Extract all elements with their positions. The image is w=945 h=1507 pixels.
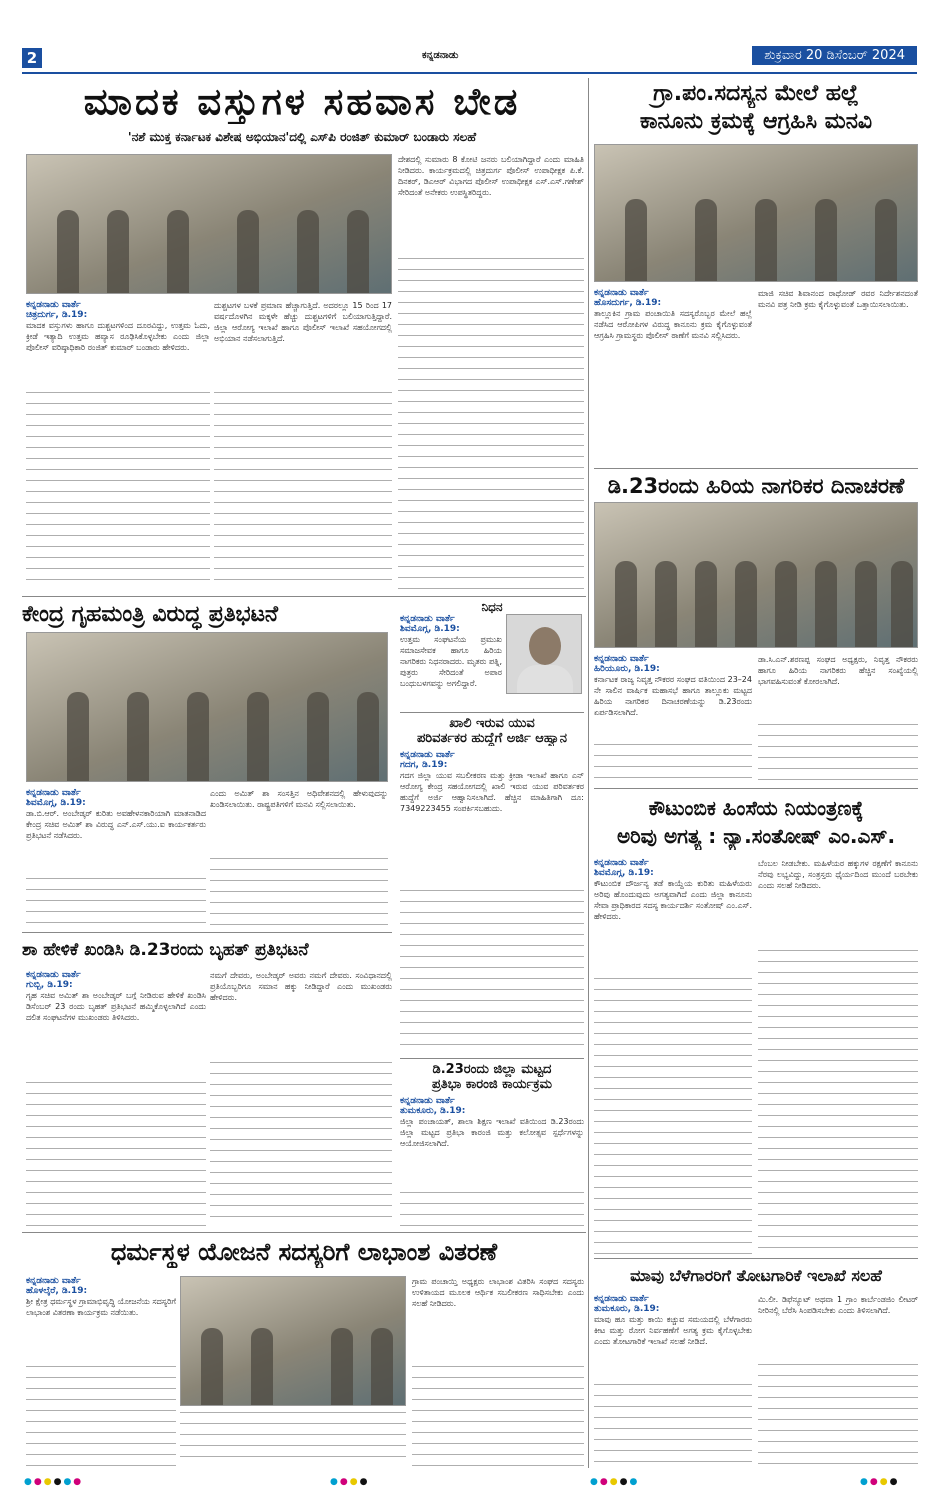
registration-marks-left: ●●●●●● <box>24 1477 84 1487</box>
lead-text-col-3 <box>398 258 584 590</box>
amitshah-col-1 <box>26 970 206 1078</box>
dharmasthala-body: ಶ್ರೀ ಕ್ಷೇತ್ರ ಧರ್ಮಸ್ಥಳ ಗ್ರಾಮಾಭಿವೃದ್ಧಿ ಯೋಜನೆಯ ಸದಸ್ಯರಿಗೆ ಲಾಭಾಂಶ ವಿತರಣಾ ಕಾರ್ಯಕ್ರಮ ನಡೆಯಿತು. <box>26 1297 176 1317</box>
domestic-headline-2: ಅರಿವು ಅಗತ್ಯ : ನ್ಯಾ.ಸಂತೋಷ್ ಎಂ.ಎಸ್. <box>616 824 896 848</box>
protest-headline: ಕೇಂದ್ರ ಗೃಹಮಂತ್ರಿ ವಿರುದ್ಧ ಪ್ರತಿಭಟನೆ <box>22 602 279 627</box>
mango-body: ಮಾವು ಹೂ ಮತ್ತು ಕಾಯಿ ಕಚ್ಚುವ ಸಮಯದಲ್ಲಿ ಬೆಳೆಗಾರರು ಕೀಟ ಮತ್ತು ರೋಗ ನಿರ್ವಹಣೆಗೆ ಅಗತ್ಯ ಕ್ರಮ ಕೈಗೊಳ್ಳಬೇಕು ಎಂದು ತೋಟಗಾರಿಕೆ ಇಲಾಖೆ ಸಲಹೆ ನೀಡಿದೆ. <box>594 1315 752 1346</box>
masthead-rule <box>22 72 917 74</box>
domestic-text-col-1 <box>594 978 752 1254</box>
domestic-body: ಕೌಟುಂಬಿಕ ದೌರ್ಜನ್ಯ ತಡೆ ಕಾಯ್ದೆಯ ಕುರಿತು ಮಹಿಳೆಯರು ಅರಿವು ಹೊಂದುವುದು ಅಗತ್ಯವಾಗಿದೆ ಎಂದು ಜಿಲ್ಲಾ ಕಾನೂನು ಸೇವಾ ಪ್ರಾಧಿಕಾರದ ಸದಸ್ಯ ಕಾರ್ಯದರ್ಶಿ ಸಂತೋಷ್ ಎಂ.ಎಸ್. ಹೇಳಿದರು. <box>594 879 752 921</box>
protest-col-2 <box>210 788 388 854</box>
senior-photo <box>594 502 918 648</box>
obituary-body: ಉತ್ತಮ ಸಂಘಟನೆಯ ಪ್ರಮುಖ ಸಮಾಜಸೇವಕ ಹಾಗೂ ಹಿರಿಯ ನಾಗರಿಕರು ನಿಧನರಾದರು. ಮೃತರು ಪತ್ನಿ, ಪುತ್ರರು ಸೇರಿದಂತೆ ಅಪಾರ ಬಂಧುಬಳಗವನ್ನು ಅಗಲಿದ್ದಾರೆ. <box>400 635 502 688</box>
obituary-text <box>400 614 502 710</box>
panchayat-photo <box>594 144 918 282</box>
senior-col-1 <box>594 654 752 740</box>
lead-text-col-1 <box>26 392 210 590</box>
domestic-text-col-2 <box>758 950 918 1254</box>
divider <box>594 468 918 469</box>
pratibha-dateline: ತುಮಕೂರು, ಡಿ.19: <box>400 1106 466 1116</box>
senior-body: ಕರ್ನಾಟಕ ರಾಜ್ಯ ನಿವೃತ್ತ ನೌಕರರ ಸಂಘದ ವತಿಯಿಂದ 23–24 ನೇ ಸಾಲಿನ ವಾರ್ಷಿಕ ಮಹಾಸಭೆ ಹಾಗೂ ತಾಲ್ಲೂಕು ಮಟ್ಟದ ಹಿರಿಯ ನಾಗರಿಕರ ದಿನಾಚರಣೆಯನ್ನು ಡಿ.23ರಂದು ಏರ್ಪಡಿಸಲಾಗಿದೆ. <box>594 675 752 717</box>
senior-byline: ಕನ್ನಡನಾಡು ವಾರ್ತೆ <box>594 654 649 664</box>
senior-headline: ಡಿ.23ರಂದು ಹಿರಿಯ ನಾಗರಿಕರ ದಿನಾಚರಣೆ <box>607 474 905 498</box>
protest-col-1 <box>26 788 206 874</box>
dharmasthala-col-1 <box>26 1276 176 1362</box>
vacancy-dateline: ಗದಗ, ಡಿ.19: <box>400 760 448 770</box>
mango-col-2 <box>758 1294 918 1360</box>
amitshah-dateline: ಗುಬ್ಬಿ, ಡಿ.19: <box>26 980 73 990</box>
panchayat-dateline: ಹೊಸದುರ್ಗ, ಡಿ.19: <box>594 298 662 308</box>
protest-body-2: ಎಂದು ಅಮಿತ್ ಶಾ ಸಂಸತ್ತಿನ ಅಧಿವೇಶನದಲ್ಲಿ ಹೇಳುವುದನ್ನು ಖಂಡಿಸಲಾಯಿತು. ರಾಷ್ಟ್ರಪತಿಗಳಿಗೆ ಮನವಿ ಸಲ್ಲಿಸಲಾಯಿತು. <box>210 789 388 809</box>
obituary-portrait <box>506 614 582 694</box>
domestic-col-2 <box>758 858 918 946</box>
mango-text-col-1 <box>594 1384 752 1466</box>
mango-byline: ಕನ್ನಡನಾಡು ವಾರ್ತೆ <box>594 1294 649 1304</box>
senior-story <box>594 472 918 500</box>
dharmasthala-headline: ಧರ್ಮಸ್ಥಳ ಯೋಜನೆ ಸದಸ್ಯರಿಗೆ ಲಾಭಾಂಶ ವಿತರಣೆ <box>110 1238 498 1266</box>
dharmasthala-story <box>22 1236 586 1268</box>
mango-story <box>594 1262 918 1290</box>
amitshah-text-col-1 <box>26 1082 206 1226</box>
registration-marks-center: ●●●● <box>330 1477 370 1487</box>
lead-byline: ಕನ್ನಡನಾಡು ವಾರ್ತೆ <box>26 300 81 310</box>
divider <box>22 596 586 597</box>
divider <box>594 788 918 789</box>
lead-col2-text: ದುಶ್ಚಟಗಳ ಬಳಕೆ ಪ್ರಮಾಣ ಹೆಚ್ಚಾಗುತ್ತಿದೆ. ಅದರಲ್ಲೂ 15 ರಿಂದ 17 ವರ್ಷದೊಳಗಿನ ಮಕ್ಕಳೇ ಹೆಚ್ಚು ದುಶ್ಚಟಗಳಿಗೆ ಬಲಿಯಾಗುತ್ತಿದ್ದಾರೆ. ಜಿಲ್ಲಾ ಆರೋಗ್ಯ ಇಲಾಖೆ ಹಾಗೂ ಪೊಲೀಸ್ ಇಲಾಖೆ ಸಹಯೋಗದಲ್ಲಿ ಅಭಿಯಾನ ನಡೆಸಲಾಗುತ್ತಿದೆ. <box>214 301 392 343</box>
page-number: 2 <box>22 48 42 68</box>
dharmasthala-photo <box>180 1276 406 1406</box>
protest-dateline: ಶಿವಮೊಗ್ಗ, ಡಿ.19: <box>26 798 86 808</box>
obituary-byline: ಕನ್ನಡನಾಡು ವಾರ್ತೆ <box>400 614 455 624</box>
senior-dateline: ಹಿರಿಯೂರು, ಡಿ.19: <box>594 664 660 674</box>
registration-marks-right: ●●●● <box>860 1477 900 1487</box>
senior-body-2: ಡಾ.ಸಿ.ಎನ್.ಶರಣಪ್ಪ ಸಂಘದ ಅಧ್ಯಕ್ಷರು, ನಿವೃತ್ತ ನೌಕರರು ಹಾಗೂ ಹಿರಿಯ ನಾಗರಿಕರು ಹೆಚ್ಚಿನ ಸಂಖ್ಯೆಯಲ್ಲಿ ಭಾಗವಹಿಸುವಂತೆ ಕೋರಲಾಗಿದೆ. <box>758 655 918 686</box>
senior-text-col-2 <box>758 724 918 784</box>
lead-photo <box>26 154 392 294</box>
mango-body-2: ಮಿ.ಲೀ. ಡಿಫೆನ್ಯೂಟ್ ಅಥವಾ 1 ಗ್ರಾಂ ಕಾರ್ಬೆಂಡಜಿಂ ಲೀಟರ್ ನೀರಿನಲ್ಲಿ ಬೆರೆಸಿ ಸಿಂಪಡಿಸಬೇಕು ಎಂದು ತಿಳಿಸಲಾಗಿದೆ. <box>758 1295 918 1315</box>
lead-col3-text: ದೇಶದಲ್ಲಿ ಸುಮಾರು 8 ಕೋಟಿ ಜನರು ಬಲಿಯಾಗಿದ್ದಾರೆ ಎಂದು ಮಾಹಿತಿ ನೀಡಿದರು. ಕಾರ್ಯಕ್ರಮದಲ್ಲಿ ಚಿತ್ರದುರ್ಗ ಪೊಲೀಸ್ ಉಪಾಧೀಕ್ಷಕ ಪಿ.ಕೆ. ದಿನಕರ್, ಡಿಎಆರ್ ವಿಭಾಗದ ಪೊಲೀಸ್ ಉಪಾಧೀಕ್ಷಕ ಎಸ್.ಎಸ್.ಗಣೇಶ್ ಸೇರಿದಂತೆ ಅನೇಕರು ಉಪಸ್ಥಿತರಿದ್ದರು. <box>398 155 584 197</box>
divider <box>22 932 392 933</box>
mango-text-col-2 <box>758 1364 918 1466</box>
lead-col-2 <box>214 300 392 388</box>
lead-subhead: 'ನಶೆ ಮುಕ್ತ ಕರ್ನಾಟಕ ವಿಶೇಷ ಅಭಿಯಾನ'ದಲ್ಲಿ ಎಸ್‌ಪಿ ರಂಜಿತ್ ಕುಮಾರ್ ಬಂಡಾರು ಸಲಹೆ <box>127 130 477 144</box>
domestic-story <box>594 794 918 850</box>
vacancy-body: ಗದಗ ಜಿಲ್ಲಾ ಯುವ ಸಬಲೀಕರಣ ಮತ್ತು ಕ್ರೀಡಾ ಇಲಾಖೆ ಹಾಗೂ ಎನ್ ಆರೋಗ್ಯ ಕೇಂದ್ರ ಸಹಯೋಗದಲ್ಲಿ ಖಾಲಿ ಇರುವ ಯುವ ಪರಿವರ್ತಕರ ಹುದ್ದೆಗೆ ಅರ್ಜಿ ಆಹ್ವಾನಿಸಲಾಗಿದೆ. ಹೆಚ್ಚಿನ ಮಾಹಿತಿಗಾಗಿ ದೂ: 7349223455 ಸಂಪರ್ಕಿಸಬಹುದು. <box>400 771 584 813</box>
amitshah-body-2: ನಮಗೆ ದೇವರು, ಅಂಬೇಡ್ಕರ್ ಅವರು ನಮಗೆ ದೇವರು. ಸಂವಿಧಾನದಲ್ಲಿ ಪ್ರತಿಯೊಬ್ಬರಿಗೂ ಸಮಾನ ಹಕ್ಕು ನೀಡಿದ್ದಾರೆ ಎಂದು ಮುಖಂಡರು ಹೇಳಿದರು. <box>210 971 392 1002</box>
issue-date: ಶುಕ್ರವಾರ 20 ಡಿಸೆಂಬರ್ 2024 <box>752 46 917 65</box>
lead-headline: ಮಾದಕ ವಸ್ತುಗಳ ಸಹವಾಸ ಬೇಡ <box>83 80 521 123</box>
protest-body: ಡಾ.ಬಿ.ಆರ್. ಅಂಬೇಡ್ಕರ್ ಕುರಿತು ಅವಹೇಳನಕಾರಿಯಾಗಿ ಮಾತನಾಡಿದ ಕೇಂದ್ರ ಸಚಿವ ಅಮಿತ್ ಶಾ ವಿರುದ್ಧ ಎನ್.ಎಸ್.ಯು.ಐ ಕಾರ್ಯಕರ್ತರು ಪ್ರತಿಭಟನೆ ನಡೆಸಿದರು. <box>26 809 206 840</box>
registration-marks-mid: ●●●●● <box>590 1477 640 1487</box>
vacancy-headline-2: ಪರಿವರ್ತಕರ ಹುದ್ದೆಗೆ ಅರ್ಜಿ ಆಹ್ವಾನ <box>416 731 568 746</box>
publication-name: ಕನ್ನಡನಾಡು <box>422 50 459 61</box>
panchayat-col-2 <box>758 288 918 464</box>
lead-text-col-2 <box>214 392 392 590</box>
protest-text-col-1 <box>26 878 206 928</box>
obituary-heading: ನಿಧನ <box>481 600 503 614</box>
divider <box>22 1232 586 1233</box>
senior-col-2 <box>758 654 918 720</box>
vacancy-story <box>400 716 584 880</box>
dharmasthala-dateline: ಹೊಳಲ್ಕೆರೆ, ಡಿ.19: <box>26 1286 88 1296</box>
masthead <box>22 46 917 70</box>
panchayat-body-2: ಮಾಜಿ ಸಚಿವ ಶಿವಾನಂದ ರಾಥೋಡ್ ರವರ ನಿರ್ದೇಶನದಂತೆ ಮನವಿ ಪತ್ರ ನೀಡಿ ಕ್ರಮ ಕೈಗೊಳ್ಳುವಂತೆ ಒತ್ತಾಯಿಸಲಾಯಿತು. <box>758 289 918 309</box>
protest-story <box>22 600 392 630</box>
amitshah-body: ಗೃಹ ಸಚಿವ ಅಮಿತ್ ಶಾ ಅಂಬೇಡ್ಕರ್ ಬಗ್ಗೆ ನೀಡಿರುವ ಹೇಳಿಕೆ ಖಂಡಿಸಿ ಡಿಸೆಂಬರ್ 23 ರಂದು ಬೃಹತ್ ಪ್ರತಿಭಟನೆ ಹಮ್ಮಿಕೊಳ್ಳಲಾಗಿದೆ ಎಂದು ದಲಿತ ಸಂಘಟನೆಗಳ ಮುಖಂಡರು ತಿಳಿಸಿದರು. <box>26 991 206 1022</box>
divider <box>400 712 584 713</box>
mango-headline: ಮಾವು ಬೆಳೆಗಾರರಿಗೆ ತೋಟಗಾರಿಕೆ ಇಲಾಖೆ ಸಲಹೆ <box>630 1266 882 1285</box>
mango-col-1 <box>594 1294 752 1380</box>
domestic-headline-1: ಕೌಟುಂಬಿಕ ಹಿಂಸೆಯ ನಿಯಂತ್ರಣಕ್ಕೆ <box>648 796 864 820</box>
dharmasthala-byline: ಕನ್ನಡನಾಡು ವಾರ್ತೆ <box>26 1276 81 1286</box>
protest-photo <box>26 632 388 782</box>
pratibha-headline-2: ಪ್ರತಿಭಾ ಕಾರಂಜಿ ಕಾರ್ಯಕ್ರಮ <box>432 1077 552 1092</box>
lead-intro: ಮಾದಕ ವಸ್ತುಗಳು ಹಾಗೂ ದುಶ್ಚಟಗಳಿಂದ ದೂರವಿದ್ದು, ಉತ್ತಮ ಓದು, ಕ್ರೀಡೆ ಇತ್ಯಾದಿ ಉತ್ತಮ ಹವ್ಯಾಸ ರೂಢಿಸಿಕೊಳ್ಳಬೇಕು ಎಂದು ಜಿಲ್ಲಾ ಪೊಲೀಸ್ ವರಿಷ್ಠಾಧಿಕಾರಿ ರಂಜಿತ್ ಕುಮಾರ್ ಬಂಡಾರು ಹೇಳಿದರು. <box>26 321 210 352</box>
obituary <box>400 600 584 615</box>
lead-col-1 <box>26 300 210 390</box>
pratibha-body: ಜಿಲ್ಲಾ ಪಂಚಾಯತ್, ಶಾಲಾ ಶಿಕ್ಷಣ ಇಲಾಖೆ ವತಿಯಿಂದ ಡಿ.23ರಂದು ಜಿಲ್ಲಾ ಮಟ್ಟದ ಪ್ರತಿಭಾ ಕಾರಂಜಿ ಮತ್ತು ಕಲೋತ್ಸವ ಸ್ಪರ್ಧೆಗಳನ್ನು ಆಯೋಜಿಸಲಾಗಿದೆ. <box>400 1117 584 1148</box>
dharmasthala-text-col-1 <box>26 1366 176 1466</box>
amitshah-col-2 <box>210 970 392 1058</box>
dharmasthala-body-2: ಗ್ರಾಮ ಪಂಚಾಯ್ತಿ ಅಧ್ಯಕ್ಷರು ಲಾಭಾಂಶ ವಿತರಿಸಿ ಸಂಘದ ಸದಸ್ಯರು ಉಳಿತಾಯದ ಮೂಲಕ ಆರ್ಥಿಕ ಸಬಲೀಕರಣ ಸಾಧಿಸಬೇಕು ಎಂದು ಸಲಹೆ ನೀಡಿದರು. <box>412 1277 584 1308</box>
domestic-byline: ಕನ್ನಡನಾಡು ವಾರ್ತೆ <box>594 858 649 868</box>
panchayat-story <box>594 80 918 136</box>
panchayat-byline: ಕನ್ನಡನಾಡು ವಾರ್ತೆ <box>594 288 649 298</box>
vacancy-byline: ಕನ್ನಡನಾಡು ವಾರ್ತೆ <box>400 750 455 760</box>
panchayat-col-1 <box>594 288 752 458</box>
mango-dateline: ತುಮಕೂರು, ಡಿ.19: <box>594 1304 660 1314</box>
lead-dateline: ಚಿತ್ರದುರ್ಗ, ಡಿ.19: <box>26 310 88 320</box>
senior-text-col-1 <box>594 744 752 784</box>
pratibha-text-lines <box>400 1192 584 1228</box>
domestic-body-2: ಬೆಂಬಲ ನೀಡಬೇಕು. ಮಹಿಳೆಯರ ಹಕ್ಕುಗಳ ರಕ್ಷಣೆಗೆ ಕಾನೂನು ನೆರವು ಲಭ್ಯವಿದ್ದು, ಸಂತ್ರಸ್ತರು ಧೈರ್ಯದಿಂದ ಮುಂದೆ ಬರಬೇಕು ಎಂದು ಸಲಹೆ ನೀಡಿದರು. <box>758 859 918 890</box>
obituary-dateline: ಶಿವಮೊಗ್ಗ, ಡಿ.19: <box>400 624 460 634</box>
protest-text-col-2 <box>210 858 388 928</box>
vacancy-text-lines <box>400 890 584 1052</box>
pratibha-story <box>400 1062 584 1182</box>
vacancy-headline-1: ಖಾಲಿ ಇರುವ ಯುವ <box>449 716 535 731</box>
panchayat-headline-2: ಕಾನೂನು ಕ್ರಮಕ್ಕೆ ಆಗ್ರಹಿಸಿ ಮನವಿ <box>639 109 873 134</box>
panchayat-headline-1: ಗ್ರಾ.ಪಂ.ಸದಸ್ಯನ ಮೇಲೆ ಹಲ್ಲೆ <box>653 81 859 106</box>
pratibha-byline: ಕನ್ನಡನಾಡು ವಾರ್ತೆ <box>400 1096 455 1106</box>
pratibha-headline-1: ಡಿ.23ರಂದು ಜಿಲ್ಲಾ ಮಟ್ಟದ <box>432 1062 552 1077</box>
panchayat-body: ತಾಲ್ಲೂಕಿನ ಗ್ರಾಮ ಪಂಚಾಯಿತಿ ಸದಸ್ಯರೊಬ್ಬರ ಮೇಲೆ ಹಲ್ಲೆ ನಡೆಸಿದ ಆರೋಪಿಗಳ ವಿರುದ್ಧ ಕಾನೂನು ಕ್ರಮ ಕೈಗೊಳ್ಳುವಂತೆ ಆಗ್ರಹಿಸಿ ಗ್ರಾಮಸ್ಥರು ಪೊಲೀಸ್ ಠಾಣೆಗೆ ಮನವಿ ಸಲ್ಲಿಸಿದರು. <box>594 309 752 340</box>
amitshah-text-col-2 <box>210 1062 392 1226</box>
dharmasthala-col-3 <box>412 1276 584 1364</box>
dharmasthala-text-col-3 <box>412 1366 584 1466</box>
amitshah-story <box>22 936 392 964</box>
domestic-col-1 <box>594 858 752 966</box>
lead-col-3 <box>398 154 584 254</box>
divider <box>594 1258 918 1259</box>
dharmasthala-text-col-2 <box>180 1412 406 1466</box>
protest-byline: ಕನ್ನಡನಾಡು ವಾರ್ತೆ <box>26 788 81 798</box>
lead-story <box>22 80 582 145</box>
column-divider <box>588 78 589 1468</box>
amitshah-byline: ಕನ್ನಡನಾಡು ವಾರ್ತೆ <box>26 970 81 980</box>
domestic-dateline: ಶಿವಮೊಗ್ಗ, ಡಿ.19: <box>594 868 654 878</box>
divider <box>400 1058 584 1059</box>
amitshah-headline: ಶಾ ಹೇಳಿಕೆ ಖಂಡಿಸಿ ಡಿ.23ರಂದು ಬೃಹತ್ ಪ್ರತಿಭಟನೆ <box>22 940 309 960</box>
